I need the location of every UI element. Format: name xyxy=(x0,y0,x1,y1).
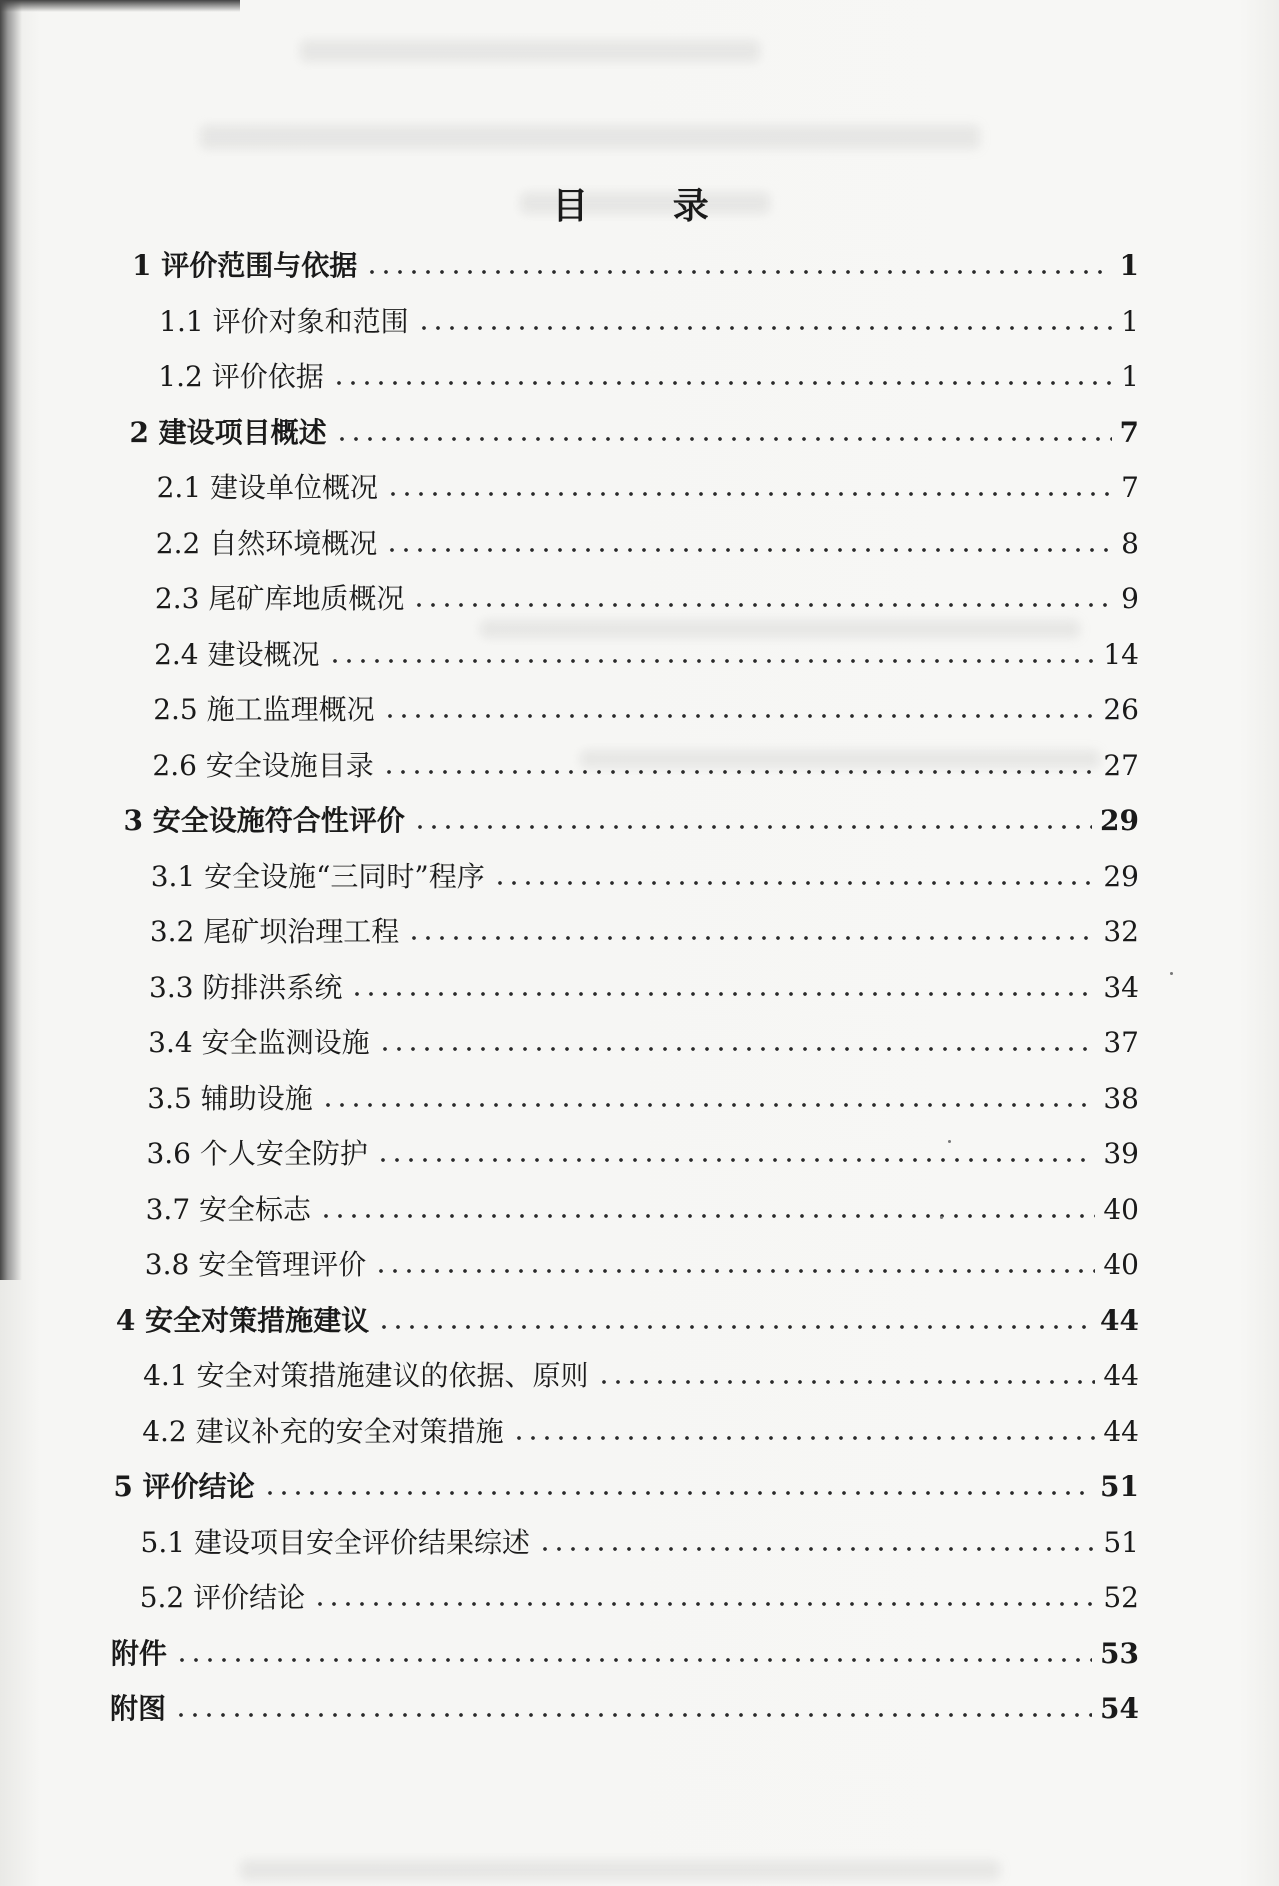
toc-entry-label: 2.2 自然环境概况 xyxy=(155,526,378,560)
toc-entry-label: 4.2 建议补充的安全对策措施 xyxy=(142,1414,504,1448)
toc-entry-label: 3.1 安全设施“三同时”程序 xyxy=(150,859,485,893)
toc-entry xyxy=(142,1412,1139,1452)
toc-dot-leader xyxy=(413,824,1092,830)
toc-entry xyxy=(145,1245,1139,1285)
toc-dot-leader xyxy=(493,880,1096,886)
toc-dot-leader xyxy=(328,658,1096,664)
toc-entry-label: 3.5 辅助设施 xyxy=(147,1081,313,1115)
toc-entry xyxy=(124,801,1139,841)
toc-entry-label: 2.1 建设单位概况 xyxy=(156,471,379,504)
show-through-bleed xyxy=(240,1860,1000,1880)
toc-entry xyxy=(111,1634,1139,1674)
toc-entry xyxy=(116,1301,1139,1341)
toc-entry xyxy=(149,968,1139,1008)
toc-entry-page-number: 53 xyxy=(1100,1636,1139,1670)
toc-entry-label: 4.1 安全对策措施建议的依据、原则 xyxy=(143,1359,589,1392)
toc-entry xyxy=(113,1467,1139,1507)
toc-entry-page-number: 7 xyxy=(1121,471,1139,504)
toc-dot-leader xyxy=(350,991,1095,997)
toc-entry-label: 2.4 建设概况 xyxy=(154,637,320,671)
toc-entry-label: 3.3 防排洪系统 xyxy=(149,970,343,1004)
scan-corner-mark xyxy=(0,0,240,12)
toc-dot-leader xyxy=(597,1379,1096,1385)
scan-speck xyxy=(948,1140,951,1143)
toc-entry-page-number: 1 xyxy=(1121,304,1139,338)
toc-dot-leader xyxy=(383,713,1096,719)
toc-dot-leader xyxy=(175,1657,1092,1663)
toc-dot-leader xyxy=(512,1435,1096,1441)
toc-dot-leader xyxy=(385,547,1113,553)
toc-entry-label: 2 建设项目概述 xyxy=(129,415,327,449)
toc-dot-leader xyxy=(263,1490,1092,1496)
toc-entry xyxy=(156,524,1139,564)
toc-entry-page-number: 1 xyxy=(1119,249,1139,282)
show-through-bleed xyxy=(300,40,760,62)
toc-entry-label: 4 安全对策措施建议 xyxy=(115,1303,370,1337)
toc-entry xyxy=(148,1023,1139,1063)
toc-entry-label: 3.2 尾矿坝治理工程 xyxy=(149,915,400,948)
toc-entry xyxy=(150,912,1139,952)
toc-entry xyxy=(140,1578,1139,1618)
toc-entry xyxy=(151,857,1139,897)
toc-entry-page-number: 52 xyxy=(1103,1581,1139,1614)
toc-dot-leader xyxy=(313,1601,1095,1607)
toc-entry-label: 3.8 安全管理评价 xyxy=(144,1248,367,1281)
toc-entry xyxy=(155,579,1139,619)
toc-entry xyxy=(154,635,1139,675)
toc-entry-label: 1 评价范围与依据 xyxy=(132,249,358,282)
toc-entry-page-number: 1 xyxy=(1121,360,1139,393)
toc-dot-leader xyxy=(332,380,1113,386)
toc-entry-page-number: 44 xyxy=(1100,1303,1139,1337)
toc-entry xyxy=(146,1190,1139,1230)
toc-entry-page-number: 29 xyxy=(1103,859,1139,893)
toc-entry-label: 5.1 建设项目安全评价结果综述 xyxy=(140,1525,530,1559)
toc-entry-page-number: 51 xyxy=(1100,1470,1139,1503)
toc-dot-leader xyxy=(382,769,1096,775)
toc-entry xyxy=(110,1689,1139,1729)
toc-dot-leader xyxy=(335,436,1112,442)
toc-dot-leader xyxy=(365,269,1111,275)
toc-entry xyxy=(159,302,1139,342)
toc-entry-page-number: 54 xyxy=(1100,1692,1139,1725)
toc-entry-page-number: 40 xyxy=(1103,1192,1139,1226)
toc-entry-page-number: 26 xyxy=(1103,693,1139,726)
toc-entry xyxy=(153,690,1139,730)
toc-entry-label: 附图 xyxy=(110,1692,167,1725)
toc-dot-leader xyxy=(321,1102,1096,1108)
toc-entry-page-number: 14 xyxy=(1103,637,1139,671)
toc-entry xyxy=(129,413,1139,453)
toc-entry-label: 3.6 个人安全防护 xyxy=(146,1137,368,1170)
toc-dot-leader xyxy=(319,1213,1095,1219)
toc-entry-page-number: 38 xyxy=(1103,1081,1139,1115)
toc-dot-leader xyxy=(374,1268,1095,1274)
toc-entry-label: 3.7 安全标志 xyxy=(145,1192,312,1226)
toc-entry-page-number: 51 xyxy=(1103,1525,1139,1559)
toc-entry-label: 5 评价结论 xyxy=(113,1470,255,1503)
toc-entry-page-number: 8 xyxy=(1121,526,1139,560)
toc-entry-label: 1.1 评价对象和范围 xyxy=(159,304,409,338)
toc-dot-leader xyxy=(538,1546,1095,1552)
toc-entry-page-number: 44 xyxy=(1103,1359,1139,1392)
toc-entry-label: 2.6 安全设施目录 xyxy=(152,748,374,782)
show-through-bleed xyxy=(200,125,980,149)
toc-entry-label: 3.4 安全监测设施 xyxy=(148,1026,370,1059)
toc-entry-label: 2.3 尾矿库地质概况 xyxy=(154,582,405,615)
toc-dot-leader xyxy=(407,935,1095,941)
toc-entry-page-number: 40 xyxy=(1103,1248,1139,1281)
toc-entry xyxy=(132,246,1139,286)
toc-entry-label: 1.2 评价依据 xyxy=(158,360,324,393)
toc-dot-leader xyxy=(386,491,1113,497)
toc-entry-page-number: 9 xyxy=(1121,582,1139,615)
toc-dot-leader xyxy=(376,1157,1095,1163)
toc-entry-page-number: 37 xyxy=(1103,1026,1139,1059)
toc-entry xyxy=(158,357,1139,397)
toc-dot-leader xyxy=(417,325,1113,331)
toc-entry-page-number: 39 xyxy=(1103,1137,1139,1170)
toc-entry xyxy=(141,1523,1139,1563)
toc-dot-leader xyxy=(378,1046,1096,1052)
toc-entry xyxy=(152,746,1139,786)
toc-entry-label: 2.5 施工监理概况 xyxy=(153,693,375,726)
toc-entry-page-number: 27 xyxy=(1103,748,1139,782)
toc-entry-page-number: 44 xyxy=(1103,1414,1139,1448)
toc-entry-page-number: 29 xyxy=(1100,804,1139,837)
toc-entry-label: 5.2 评价结论 xyxy=(139,1581,306,1614)
toc-entry-page-number: 34 xyxy=(1103,970,1139,1004)
toc-entry xyxy=(147,1079,1139,1119)
toc-entry xyxy=(143,1356,1139,1396)
toc-entry xyxy=(157,468,1139,508)
toc-entry-page-number: 32 xyxy=(1103,915,1139,948)
toc-dot-leader xyxy=(377,1324,1092,1330)
toc-dot-leader xyxy=(412,602,1113,608)
toc-entry-label: 附件 xyxy=(110,1636,167,1670)
toc-entry xyxy=(146,1134,1139,1174)
toc-dot-leader xyxy=(174,1712,1092,1718)
scan-speck xyxy=(940,1216,943,1219)
page-title: 目 录 xyxy=(552,185,745,227)
scan-speck xyxy=(1170,972,1173,975)
toc-entry-page-number: 7 xyxy=(1119,415,1139,449)
toc-entry-label: 3 安全设施符合性评价 xyxy=(123,804,405,837)
